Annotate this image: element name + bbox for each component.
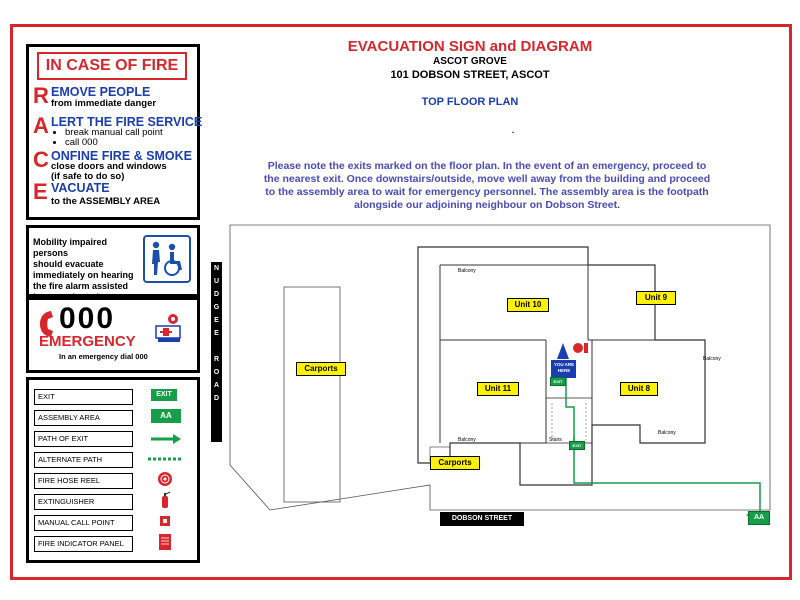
evacuation-instructions: Please note the exits marked on the floor plan. In the event of an emergency, proceed to the nearest exit. Once downstairs/outside, move well away from the building and proceed to the assembly area to wait for emergency personnel. The assembly area is the footpath alongside our adjoining neighbour on Dobson Street. [263,160,711,211]
stairs-label: Stairs [549,437,562,443]
road-letter: O [213,369,220,376]
road-letter: E [214,330,219,337]
building-address: 101 DOBSON STREET, ASCOT [390,69,550,81]
emergency-word: EMERGENCY [39,333,136,350]
you-are-here-label: YOU ARE HERE [553,362,575,373]
race-remove-heading: EMOVE PEOPLE [51,85,151,99]
you-are-here-pointer [557,343,569,359]
carports-left-block [284,287,340,502]
race-alert-heading: LERT THE FIRE SERVICE [51,115,203,129]
unit-11-label: Unit 11 [477,382,519,396]
road-letter: G [213,304,220,311]
fire-extinguisher-icon [159,491,171,509]
race-evacuate-sub: to the ASSEMBLY AREA [51,196,161,207]
race-alert-list [51,128,163,148]
race-confine-heading: ONFINE FIRE & SMOKE [51,149,192,163]
road-letter: N [213,265,220,272]
balcony-label: Balcony [458,437,476,443]
race-confine-sub1: close doors and windows [51,161,167,172]
exit-sign-icon: EXIT [569,441,585,450]
exit-path-line [566,377,760,515]
emergency-number: 000 [59,302,116,335]
fire-extinguisher-icon [584,343,588,353]
race-letter-r: R [33,83,49,108]
unit-9-label: Unit 9 [636,291,676,305]
exit-sign-icon: EXIT [550,377,566,386]
race-panel [26,44,203,220]
emergency-panel [26,297,200,373]
stray-dot: . [511,126,515,135]
mobility-line: immediately on hearing [33,270,134,280]
dobson-street-label: DOBSON STREET [440,512,524,526]
assembly-area-icon: AA [151,409,181,423]
mobility-panel [26,225,200,297]
path-of-exit-arrow-icon [149,433,183,445]
unit-10-label: Unit 10 [507,298,549,312]
nudgee-road-label [211,262,222,442]
legend-label: FIRE INDICATOR PANEL [34,536,133,552]
race-letter-c: C [33,147,49,172]
exit-sign-icon: EXIT [151,389,177,401]
legend-label: MANUAL CALL POINT [34,515,133,531]
race-evacuate-heading: VACUATE [51,181,110,195]
building-name: ASCOT GROVE [433,56,507,67]
road-letter: R [213,356,220,363]
road-letter: D [213,395,220,402]
fire-indicator-panel-icon [159,534,171,550]
manual-call-point-icon [160,516,170,526]
road-letter-gap [211,340,222,353]
legend-label: PATH OF EXIT [34,431,133,447]
road-letter: U [213,278,220,285]
emergency-caption: In an emergency dial 000 [59,352,148,361]
race-alert-item: • break manual call point [65,128,163,138]
mobility-line: the fire alarm assisted [33,281,129,291]
road-letter: D [213,291,220,298]
mobility-text [33,237,141,303]
balcony-label: Balcony [658,430,676,436]
mobility-line: should evacuate [33,259,104,269]
legend-label: EXIT [34,389,133,405]
in-case-of-fire-title: IN CASE OF FIRE [37,52,187,80]
floor-title: TOP FLOOR PLAN [421,96,519,108]
race-letter-e: E [33,179,48,204]
legend-label: ASSEMBLY AREA [34,410,133,426]
road-letter: E [214,317,219,324]
legend-label: FIRE HOSE REEL [34,473,133,489]
sign-title: EVACUATION SIGN and DIAGRAM [347,38,593,55]
carports-bottom-label: Carports [430,456,480,470]
balcony-label: Balcony [703,356,721,362]
legend-panel [26,377,200,563]
race-alert-item: • call 000 [65,138,163,148]
legend-label: ALTERNATE PATH [34,452,133,468]
fire-hose-reel-icon [157,471,173,487]
fire-hose-reel-icon [573,343,583,353]
balcony-label: Balcony [458,268,476,274]
race-confine-sub2: (if safe to do so) [51,171,125,182]
race-remove-sub: from immediate danger [51,98,157,109]
emergency-services-icon [153,312,185,344]
alternate-path-dashed-icon [147,456,183,462]
road-letter: A [213,382,220,389]
race-letter-a: A [33,113,49,138]
unit-8-label: Unit 8 [620,382,658,396]
carports-left-label: Carports [296,362,346,376]
assembly-area-marker: AA [748,511,770,525]
mobility-line: Mobility impaired persons [33,237,108,258]
legend-label: EXTINGUISHER [34,494,133,510]
disability-assistance-icon [143,235,191,283]
